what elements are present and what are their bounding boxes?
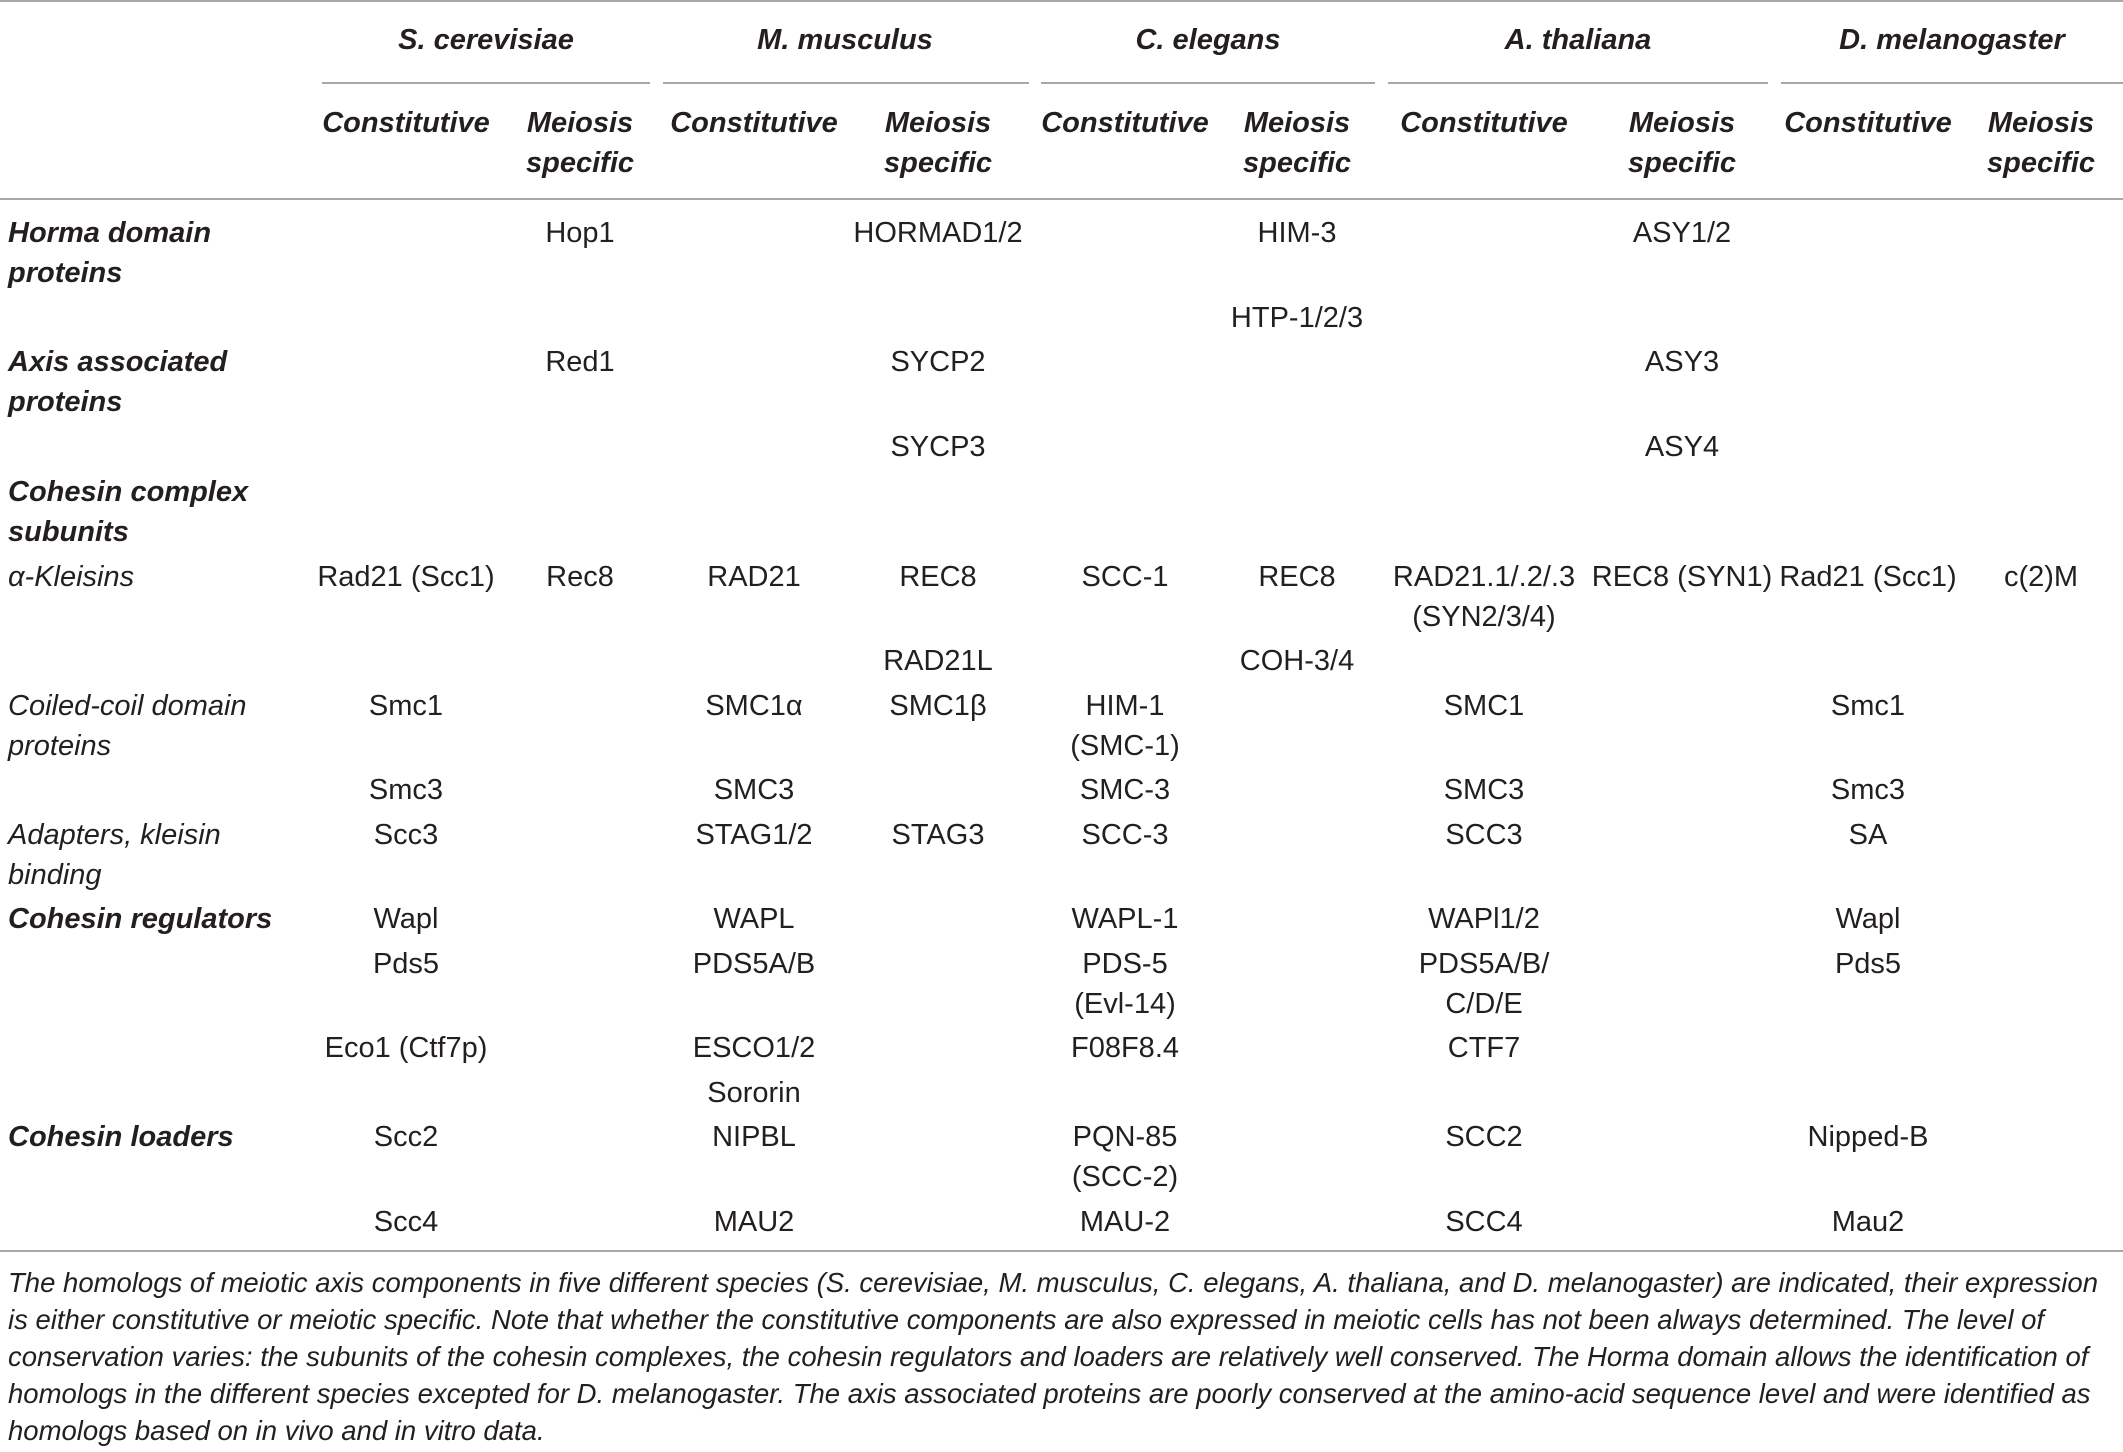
table-cell: Pds5 bbox=[1834, 948, 1902, 980]
species-header: D. melanogaster bbox=[1839, 24, 2065, 56]
table-cell: SMC1 bbox=[1443, 690, 1525, 722]
table-cell: STAG3 bbox=[891, 819, 985, 851]
row-label-axis: Axis associated proteins bbox=[8, 346, 228, 418]
meiosis-header-line1: Meiosis bbox=[884, 107, 992, 139]
table-cell: RAD21.1/.2/.3 (SYN2/3/4) bbox=[1392, 561, 1576, 633]
table-cell: Pds5 bbox=[372, 948, 440, 980]
species-underline bbox=[1388, 82, 1768, 84]
species-header: M. musculus bbox=[757, 24, 933, 56]
table-cell: RAD21 bbox=[707, 561, 801, 593]
table-cell: HTP-1/2/3 bbox=[1230, 302, 1364, 334]
meiosis-header-line2: specific bbox=[1243, 147, 1351, 179]
table-cell: Rec8 bbox=[546, 561, 614, 593]
table-cell: Smc3 bbox=[1830, 774, 1906, 806]
constitutive-header: Constitutive bbox=[670, 107, 838, 139]
table-cell: Nipped-B bbox=[1807, 1121, 1929, 1153]
row-label-adapters: Adapters, kleisin binding bbox=[8, 819, 221, 891]
meiosis-header-line1: Meiosis bbox=[1987, 107, 2095, 139]
table-cell: HORMAD1/2 bbox=[853, 217, 1023, 249]
table-cell: SCC4 bbox=[1445, 1206, 1523, 1238]
row-label-cohesin-complex: Cohesin complex subunits bbox=[8, 476, 249, 548]
meiosis-header-line2: specific bbox=[884, 147, 992, 179]
table-cell: CTF7 bbox=[1447, 1032, 1521, 1064]
meiosis-specific-header bbox=[1987, 103, 2095, 183]
meiosis-header-line2: specific bbox=[1628, 147, 1736, 179]
constitutive-header: Constitutive bbox=[322, 107, 490, 139]
table-cell: F08F8.4 bbox=[1071, 1032, 1179, 1064]
table-cell: PDS-5 (Evl-14) bbox=[1074, 948, 1176, 1020]
meiosis-specific-header bbox=[1243, 103, 1351, 183]
table-cell: Smc3 bbox=[368, 774, 444, 806]
constitutive-header: Constitutive bbox=[1041, 107, 1209, 139]
species-underline bbox=[322, 82, 650, 84]
table-cell: Smc1 bbox=[1830, 690, 1906, 722]
row-label-regulators: Cohesin regulators bbox=[8, 903, 273, 935]
species-header: A. thaliana bbox=[1504, 24, 1652, 56]
table-cell: Sororin bbox=[707, 1077, 801, 1109]
table-cell: HIM-1 (SMC-1) bbox=[1070, 690, 1180, 762]
row-label-horma: Horma domain proteins bbox=[8, 217, 212, 289]
table-cell: WAPL bbox=[713, 903, 795, 935]
table-cell: SCC2 bbox=[1445, 1121, 1523, 1153]
table-cell: SMC-3 bbox=[1079, 774, 1171, 806]
header-rule bbox=[0, 198, 2123, 200]
table-cell: PQN-85 (SCC-2) bbox=[1071, 1121, 1179, 1193]
meiosis-specific-header bbox=[526, 103, 634, 183]
table-cell: Scc3 bbox=[373, 819, 439, 851]
table-cell: ASY4 bbox=[1644, 431, 1720, 463]
table-cell: Mau2 bbox=[1831, 1206, 1905, 1238]
row-label-kleisins: α-Kleisins bbox=[8, 561, 135, 593]
table-cell: RAD21L bbox=[883, 645, 993, 677]
table-cell: COH-3/4 bbox=[1239, 645, 1355, 677]
meiosis-specific-header bbox=[1628, 103, 1736, 183]
species-header: C. elegans bbox=[1135, 24, 1281, 56]
table-cell: Wapl bbox=[373, 903, 439, 935]
species-underline bbox=[1041, 82, 1375, 84]
table-cell: Scc2 bbox=[373, 1121, 439, 1153]
table-cell: Scc4 bbox=[373, 1206, 439, 1238]
table-cell: Smc1 bbox=[368, 690, 444, 722]
table-cell: WAPl1/2 bbox=[1428, 903, 1540, 935]
species-underline bbox=[663, 82, 1029, 84]
table-cell: SMC1β bbox=[889, 690, 987, 722]
top-rule bbox=[0, 0, 2123, 2]
meiosis-header-line1: Meiosis bbox=[1628, 107, 1736, 139]
table-cell: Red1 bbox=[545, 346, 615, 378]
table-cell: SCC-1 bbox=[1081, 561, 1169, 593]
bottom-rule bbox=[0, 1250, 2123, 1252]
table-cell: SCC-3 bbox=[1081, 819, 1169, 851]
meiosis-header-line1: Meiosis bbox=[1243, 107, 1351, 139]
table-cell: c(2)M bbox=[2003, 561, 2079, 593]
table-cell: NIPBL bbox=[712, 1121, 796, 1153]
constitutive-header: Constitutive bbox=[1400, 107, 1568, 139]
table-cell: Wapl bbox=[1835, 903, 1901, 935]
table-cell: SMC3 bbox=[713, 774, 795, 806]
meiosis-header-line1: Meiosis bbox=[526, 107, 634, 139]
table-cell: SMC3 bbox=[1443, 774, 1525, 806]
table-cell: Hop1 bbox=[545, 217, 615, 249]
table-cell: SYCP3 bbox=[890, 431, 986, 463]
species-header: S. cerevisiae bbox=[398, 24, 574, 56]
table-cell: SCC3 bbox=[1445, 819, 1523, 851]
species-underline bbox=[1781, 82, 2123, 84]
meiosis-specific-header bbox=[884, 103, 992, 183]
table-cell: WAPL-1 bbox=[1071, 903, 1179, 935]
table-cell: REC8 bbox=[1258, 561, 1336, 593]
table-cell: Eco1 (Ctf7p) bbox=[324, 1032, 488, 1064]
row-label-loaders: Cohesin loaders bbox=[8, 1121, 234, 1153]
table-cell: REC8 (SYN1) bbox=[1591, 561, 1773, 593]
constitutive-header: Constitutive bbox=[1784, 107, 1952, 139]
table-cell: MAU2 bbox=[713, 1206, 795, 1238]
table-cell: REC8 bbox=[899, 561, 977, 593]
table-cell: MAU-2 bbox=[1079, 1206, 1171, 1238]
table-cell: ASY3 bbox=[1644, 346, 1720, 378]
table-cell: PDS5A/B bbox=[692, 948, 816, 980]
table-cell: STAG1/2 bbox=[695, 819, 813, 851]
meiosis-header-line2: specific bbox=[1987, 147, 2095, 179]
table-cell: SA bbox=[1848, 819, 1888, 851]
table-cell: Rad21 (Scc1) bbox=[317, 561, 495, 593]
meiosis-header-line2: specific bbox=[526, 147, 634, 179]
table-cell: ESCO1/2 bbox=[692, 1032, 816, 1064]
table-cell: PDS5A/B/ C/D/E bbox=[1418, 948, 1550, 1020]
table-cell: ASY1/2 bbox=[1632, 217, 1732, 249]
table-cell: SMC1α bbox=[705, 690, 803, 722]
table-cell: SYCP2 bbox=[890, 346, 986, 378]
table-caption: The homologs of meiotic axis components in five different species (S. cerevisiae, M. musculus, C. elegans, A. thaliana, and D. melanogaster) are indicated, their expression is either constitutive or meiotic specific. Note that whether the constitutive components are also expressed in meiotic cells has not been always determined. The level of conservation varies: the subunits of the cohesin complexes, the cohesin regulators and loaders are relatively well conserved. The Horma domain allows the identification of homologs in the different species excepted for D. melanogaster. The axis associated proteins are poorly conserved at the amino-acid sequence level and were identified as homologs based on in vivo and in vitro data. bbox=[8, 1267, 2098, 1446]
table-cell: Rad21 (Scc1) bbox=[1779, 561, 1957, 593]
table-cell: HIM-3 bbox=[1257, 217, 1337, 249]
row-label-coiled-coil: Coiled-coil domain proteins bbox=[8, 690, 247, 762]
